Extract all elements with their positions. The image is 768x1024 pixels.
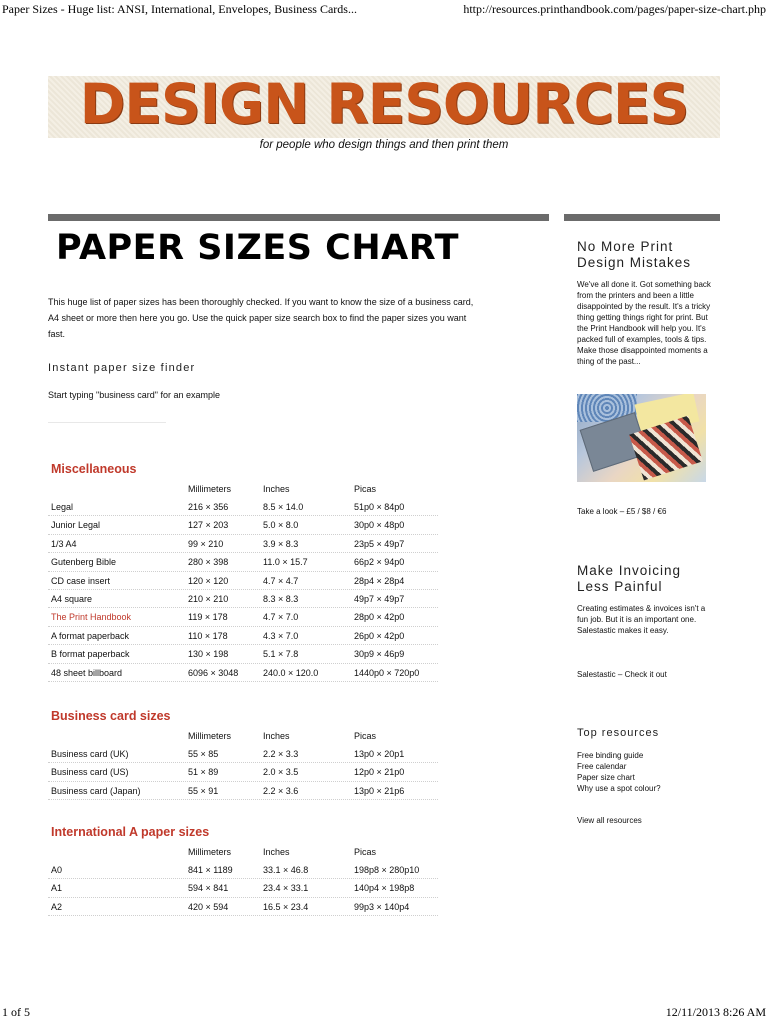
print-header bbox=[0, 0, 768, 22]
table-row: Legal 216 × 356 8.5 × 14.0 51p0 × 84p0 bbox=[48, 498, 438, 516]
column-header-mm: Millimeters bbox=[188, 484, 232, 494]
table-row: A4 square 210 × 210 8.3 × 8.3 49p7 × 49p7 bbox=[48, 590, 438, 608]
promo-heading-line2: Less Painful bbox=[577, 578, 663, 594]
table-row: A1 594 × 841 23.4 × 33.1 140p4 × 198p8 bbox=[48, 879, 438, 897]
finder-hint: Start typing "business card" for an example bbox=[48, 390, 220, 400]
intro-text: This huge list of paper sizes has been thoroughly checked. If you want to know the size of a business card, A4 sheet or more then here you go. Use the quick paper size search box to find the paper sizes you want fast. bbox=[48, 297, 474, 339]
promo-take-a-look-link[interactable]: Take a look – £5 / $8 / €6 bbox=[577, 507, 667, 516]
sidebar-divider bbox=[564, 214, 720, 221]
finder-search-input[interactable] bbox=[48, 422, 166, 423]
section-title: Miscellaneous bbox=[51, 462, 137, 476]
section-title: International A paper sizes bbox=[51, 825, 210, 839]
top-resources-heading: Top resources bbox=[577, 727, 660, 739]
promo-body: We've all done it. Got something back from the printers and been a little disappointed by the result. It's a tricky thing getting things right for print. But the Print Handbook will help you. It's packed full of examples, tools & tips. Make those disappointed moments a thing of the past... bbox=[577, 280, 711, 366]
table-row: B format paperback 130 × 198 5.1 × 7.8 30p9 × 46p9 bbox=[48, 645, 438, 663]
table-row: Business card (US) 51 × 89 2.0 × 3.5 12p0 × 21p0 bbox=[48, 763, 438, 781]
column-headers bbox=[48, 728, 438, 745]
column-header-mm: Millimeters bbox=[188, 847, 232, 857]
promo-heading-line1: No More Print bbox=[577, 239, 674, 254]
promo-salestastic-link[interactable]: Salestastic – Check it out bbox=[577, 670, 667, 679]
column-header-picas: Picas bbox=[354, 484, 377, 494]
print-datetime: 12/11/2013 8:26 AM bbox=[665, 1005, 766, 1019]
section-title: Business card sizes bbox=[51, 709, 171, 723]
top-resources bbox=[577, 726, 717, 794]
table-row: 48 sheet billboard 6096 × 3048 240.0 × 120.0 1440p0 × 720p0 bbox=[48, 664, 438, 682]
resource-link-spot-colour[interactable]: Why use a spot colour? bbox=[577, 783, 661, 793]
print-page-number: 1 of 5 bbox=[2, 1005, 30, 1019]
site-banner-title: DESIGN RESOURCES bbox=[79, 76, 689, 136]
print-handbook-image[interactable] bbox=[577, 394, 706, 482]
promo-heading-line1: Make Invoicing bbox=[577, 563, 682, 578]
site-banner-logo[interactable] bbox=[48, 76, 720, 138]
table-row: A2 420 × 594 16.5 × 23.4 99p3 × 140p4 bbox=[48, 898, 438, 916]
column-header-inches: Inches bbox=[263, 484, 290, 494]
print-page-url: http://resources.printhandbook.com/pages/paper-size-chart.php bbox=[463, 2, 766, 16]
column-header-inches: Inches bbox=[263, 731, 290, 741]
print-footer bbox=[0, 1002, 768, 1024]
table-row: Junior Legal 127 × 203 5.0 × 8.0 30p0 × 48p0 bbox=[48, 516, 438, 534]
table-row: Business card (UK) 55 × 85 2.2 × 3.3 13p0 × 20p1 bbox=[48, 745, 438, 763]
promo-heading-line2: Design Mistakes bbox=[577, 254, 692, 270]
print-handbook-link[interactable]: The Print Handbook bbox=[51, 612, 132, 623]
resource-link-calendar[interactable]: Free calendar bbox=[577, 761, 627, 771]
table-row: Gutenberg Bible 280 × 398 11.0 × 15.7 66p2 × 94p0 bbox=[48, 553, 438, 571]
table-row: 1/3 A4 99 × 210 3.9 × 8.3 23p5 × 49p7 bbox=[48, 535, 438, 553]
section-international-a-sizes bbox=[48, 820, 438, 916]
column-headers bbox=[48, 481, 438, 498]
promo-salestastic bbox=[577, 563, 717, 636]
site-tagline: for people who design things and then print them bbox=[259, 139, 509, 151]
promo-print-handbook bbox=[577, 239, 717, 367]
table-row: A format paperback 110 × 178 4.3 × 7.0 26p0 × 42p0 bbox=[48, 627, 438, 645]
column-header-picas: Picas bbox=[354, 847, 377, 857]
column-header-inches: Inches bbox=[263, 847, 290, 857]
section-miscellaneous bbox=[48, 457, 438, 682]
print-page-title: Paper Sizes - Huge list: ANSI, International, Envelopes, Business Cards... bbox=[2, 2, 357, 16]
promo-body: Creating estimates & invoices isn't a fun job. But it is an important one. Salestastic makes it easy. bbox=[577, 604, 706, 635]
table-row: Business card (Japan) 55 × 91 2.2 × 3.6 13p0 × 21p6 bbox=[48, 782, 438, 800]
page-title: PAPER SIZES CHART bbox=[56, 228, 459, 268]
view-all-resources-link[interactable]: View all resources bbox=[577, 816, 642, 825]
finder-heading: Instant paper size finder bbox=[48, 362, 196, 374]
column-headers bbox=[48, 844, 438, 861]
resource-link-paper-size-chart[interactable]: Paper size chart bbox=[577, 772, 635, 782]
column-header-picas: Picas bbox=[354, 731, 377, 741]
table-row-print-handbook: The Print Handbook 119 × 178 4.7 × 7.0 28p0 × 42p0 bbox=[48, 608, 438, 626]
column-header-mm: Millimeters bbox=[188, 731, 232, 741]
table-row: CD case insert 120 × 120 4.7 × 4.7 28p4 × 28p4 bbox=[48, 572, 438, 590]
resource-link-binding-guide[interactable]: Free binding guide bbox=[577, 750, 644, 760]
main-divider bbox=[48, 214, 549, 221]
section-business-card-sizes bbox=[48, 704, 438, 800]
table-row: A0 841 × 1189 33.1 × 46.8 198p8 × 280p10 bbox=[48, 861, 438, 879]
